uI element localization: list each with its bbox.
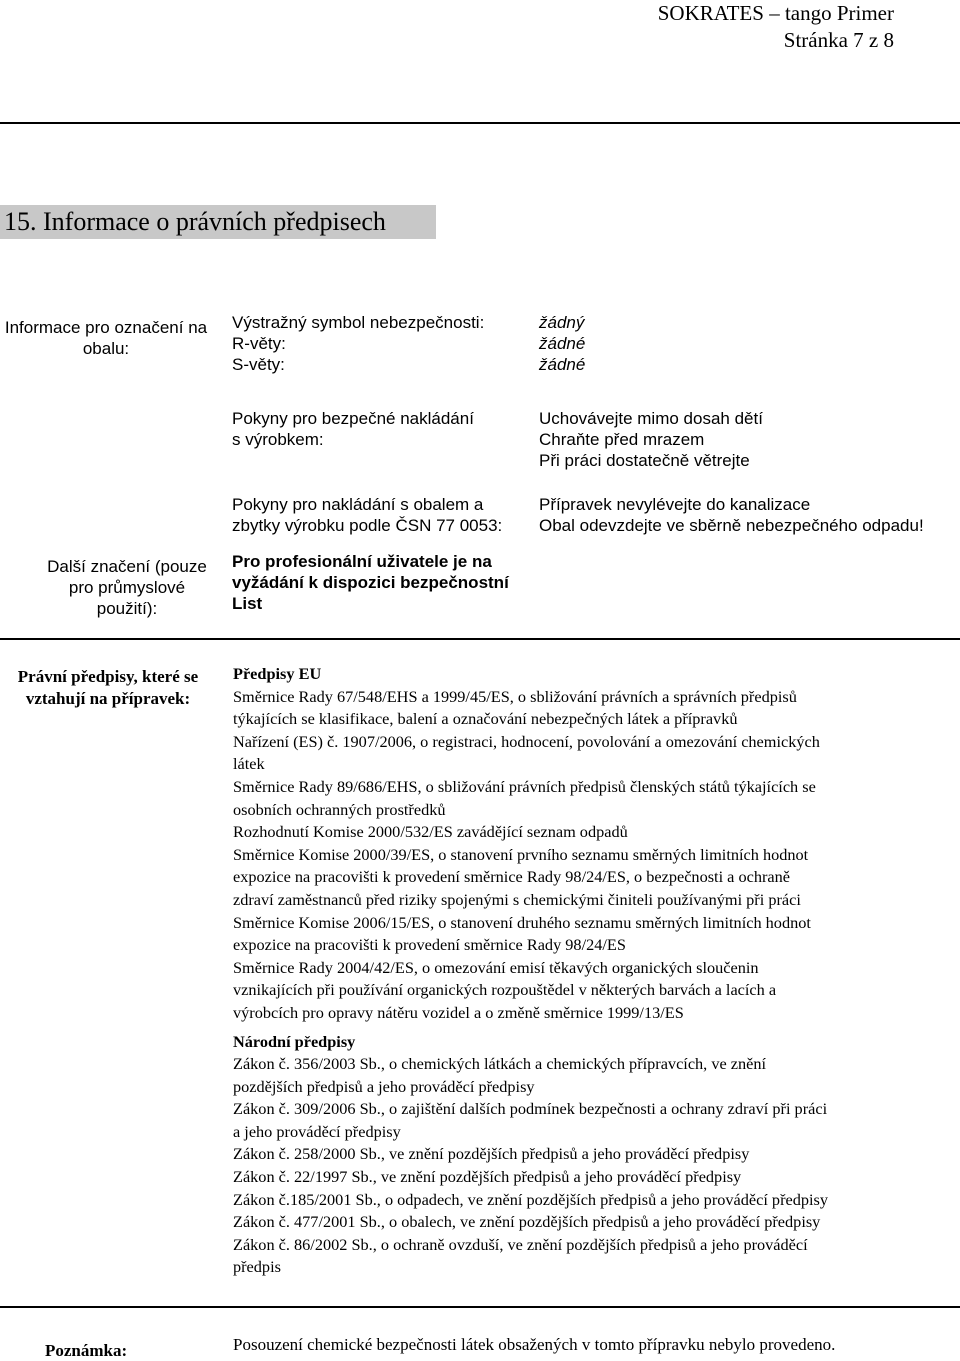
eu-regulation-line: Směrnice Komise 2000/39/ES, o stanovení prvního seznamu směrných limitních hodnot — [233, 844, 809, 864]
national-regulation-line: a jeho prováděcí předpisy — [233, 1121, 401, 1141]
header-page-number: Stránka 7 z 8 — [783, 28, 894, 52]
field-hazard-symbol: Výstražný symbol nebezpečnosti: — [232, 313, 485, 332]
packaging-value: Přípravek nevylévejte do kanalizace — [539, 495, 811, 514]
industrial-label-line: Další značení (pouze — [47, 557, 207, 576]
handling-value: Chraňte před mrazem — [539, 430, 705, 449]
industrial-value — [232, 551, 509, 614]
labeling-values — [539, 312, 585, 375]
divider-top — [0, 638, 960, 640]
national-regulation-line: Zákon č. 309/2006 Sb., o zajištění dalších podmínek bezpečnosti a ochrany zdraví při práci — [233, 1099, 828, 1119]
document-header — [494, 0, 894, 54]
national-regulation-line: Zákon č. 22/1997 Sb., ve znění pozdějších předpisů a jeho prováděcí předpisy — [233, 1167, 742, 1187]
eu-regulation-line: Směrnice Rady 89/686/EHS, o sbližování právních předpisů členských států týkajících se — [233, 776, 816, 796]
packaging-label — [232, 494, 502, 536]
packaging-label-line: zbytky výrobku podle ČSN 77 0053: — [232, 516, 503, 535]
eu-regulation-line: Směrnice Rady 67/548/EHS a 1999/45/ES, o sbližování právních a správních předpisů — [233, 686, 797, 706]
regulations-label-line: Právní předpisy, které se — [17, 667, 199, 686]
regulations-label-line: vztahují na přípravek: — [25, 689, 191, 708]
national-regulations-heading: Národní předpisy — [233, 1031, 356, 1051]
value-s-phrases: žádné — [539, 355, 586, 374]
handling-label-line: s výrobkem: — [232, 430, 324, 449]
national-regulation-line: předpis — [233, 1257, 281, 1277]
eu-regulation-line: osobních ochranných prostředků — [233, 799, 446, 819]
field-s-phrases: S-věty: — [232, 355, 285, 374]
handling-label-line: Pokyny pro bezpečné nakládání — [232, 409, 474, 428]
industrial-label-line: pro průmyslové — [68, 578, 186, 597]
note-text: Posouzení chemické bezpečnosti látek obsažených v tomto přípravku nebylo provedeno. — [233, 1335, 836, 1354]
labeling-label-line: obalu: — [82, 339, 130, 358]
industrial-label — [0, 556, 254, 619]
eu-regulations-heading: Předpisy EU — [233, 664, 322, 683]
eu-regulation-line: expozice na pracovišti k provedení směrnice Rady 98/24/ES — [233, 935, 626, 955]
industrial-label-line: použití): — [96, 599, 158, 618]
regulations-text — [233, 663, 955, 1279]
eu-regulation-line: Směrnice Komise 2006/15/ES, o stanovení druhého seznamu směrných limitních hodnot — [233, 912, 811, 932]
labeling-label — [0, 317, 212, 359]
value-hazard-symbol: žádný — [539, 313, 585, 332]
labeling-fields — [232, 312, 484, 375]
eu-regulation-line: vznikajících při používání organických rozpouštědel v některých barvách a lacích a — [233, 980, 777, 1000]
national-regulation-line: Zákon č. 258/2000 Sb., ve znění pozdějších předpisů a jeho prováděcí předpisy — [233, 1144, 750, 1164]
eu-regulation-line: látek — [233, 754, 265, 774]
handling-label — [232, 408, 474, 450]
national-regulation-line: Zákon č. 477/2001 Sb., o obalech, ve znění pozdějších předpisů a jeho prováděcí předpisy — [233, 1212, 821, 1232]
value-r-phrases: žádné — [539, 334, 586, 353]
eu-regulation-line: týkajících se klasifikace, balení a označování nebezpečných látek a přípravků — [233, 709, 738, 729]
industrial-value-line: List — [232, 594, 263, 613]
header-product-title: SOKRATES – tango Primer — [657, 1, 894, 25]
regulations-label — [0, 666, 216, 710]
handling-value: Při práci dostatečně větrejte — [539, 451, 750, 470]
eu-regulation-line: Směrnice Rady 2004/42/ES, o omezování emisí těkavých organických sloučenin — [233, 957, 759, 977]
national-regulation-line: Zákon č.185/2001 Sb., o odpadech, ve znění pozdějších předpisů a jeho prováděcí předpisy — [233, 1189, 829, 1209]
field-r-phrases: R-věty: — [232, 334, 286, 353]
eu-regulation-line: expozice na pracovišti k provedení směrnice Rady 98/24/ES, o bezpečnosti a ochraně — [233, 867, 790, 887]
note-label: Poznámka: — [45, 1341, 128, 1360]
industrial-value-line: vyžádání k dispozici bezpečnostní — [232, 573, 509, 592]
eu-regulation-line: výrobcích pro opravy nátěru vozidel a o změně směrnice 1999/13/ES — [233, 1002, 684, 1022]
national-regulation-line: pozdějších předpisů a jeho prováděcí předpisy — [233, 1076, 535, 1096]
eu-regulation-line: zdraví zaměstnanců před riziky spojenými s chemickými činiteli používanými při práci — [233, 889, 801, 909]
industrial-value-line: Pro profesionální uživatele je na — [232, 552, 492, 571]
packaging-values — [539, 494, 924, 536]
handling-value: Uchovávejte mimo dosah dětí — [539, 409, 763, 428]
labeling-label-line: Informace pro označení na — [4, 318, 208, 337]
eu-regulation-line: Rozhodnutí Komise 2000/532/ES zavádějící seznam odpadů — [233, 822, 628, 842]
packaging-value: Obal odevzdejte ve sběrně nebezpečného odpadu! — [539, 516, 924, 535]
eu-regulation-line: Nařízení (ES) č. 1907/2006, o registraci, hodnocení, povolování a omezování chemických — [233, 731, 820, 751]
divider-bottom — [0, 1306, 960, 1308]
packaging-label-line: Pokyny pro nakládání s obalem a — [232, 495, 484, 514]
national-regulation-line: Zákon č. 86/2002 Sb., o ochraně ovzduší, ve znění pozdějších předpisů a jeho prováděcí — [233, 1234, 808, 1254]
header-rule — [0, 122, 960, 124]
section-title: 15. Informace o právních předpisech — [0, 205, 436, 239]
national-regulation-line: Zákon č. 356/2003 Sb., o chemických látkách a chemických přípravcích, ve znění — [233, 1054, 767, 1074]
handling-values — [539, 408, 763, 471]
